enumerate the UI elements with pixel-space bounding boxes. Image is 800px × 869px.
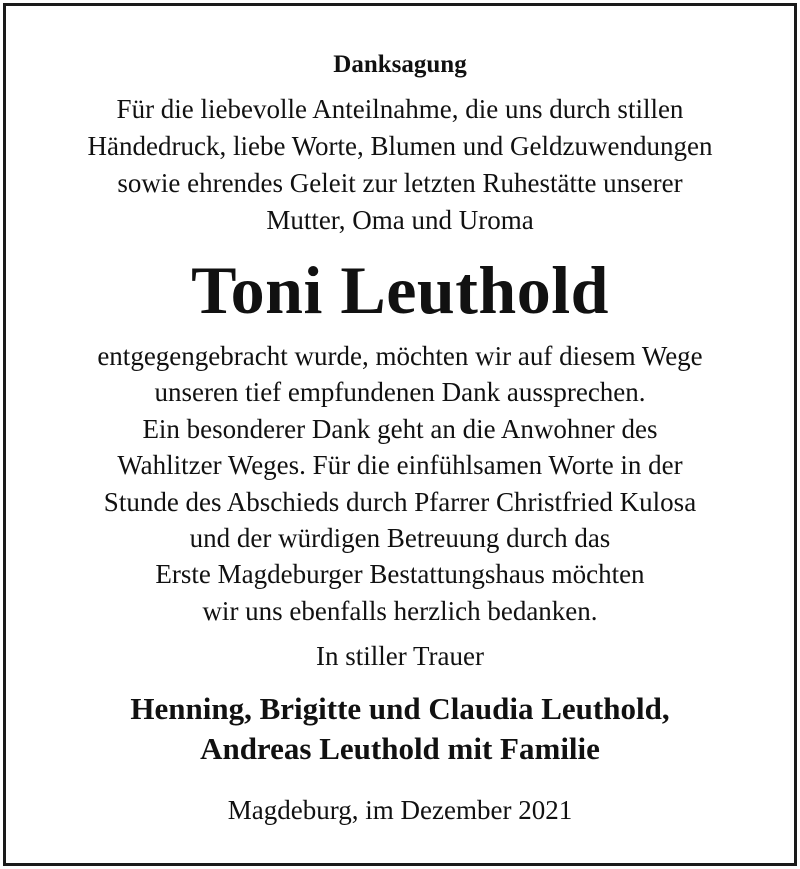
intro-line: Für die liebevolle Anteilnahme, die uns durch stillen: [116, 94, 684, 124]
intro-text: [6, 91, 794, 239]
body-line: unseren tief empfundenen Dank aussprechen.: [154, 377, 646, 408]
body-line: Stunde des Abschieds durch Pfarrer Christfried Kulosa: [103, 486, 697, 517]
family-line: Andreas Leuthold mit Familie: [200, 731, 600, 766]
body-line: Erste Magdeburger Bestattungshaus möchten: [155, 559, 645, 590]
place-date: Magdeburg, im Dezember 2021: [227, 795, 573, 825]
deceased-name: Toni Leuthold: [191, 252, 609, 328]
notice-frame: [3, 3, 797, 866]
body-line: wir uns ebenfalls herzlich bedanken.: [202, 595, 598, 626]
body-line: entgegengebracht wurde, möchten wir auf diesem Wege: [97, 341, 703, 371]
notice-heading: Danksagung: [333, 51, 467, 78]
family-line: Henning, Brigitte und Claudia Leuthold,: [130, 691, 670, 726]
body-line: und der würdigen Betreuung durch das: [189, 523, 611, 554]
body-line: Ein besonderer Dank geht an die Anwohner des: [142, 413, 658, 444]
body-line: Wahlitzer Weges. Für die einfühlsamen Worte in der: [117, 450, 683, 481]
intro-line: sowie ehrendes Geleit zur letzten Ruhestätte unserer: [117, 168, 683, 198]
thanks-text: [6, 338, 794, 629]
intro-line: Händedruck, liebe Worte, Blumen und Geldzuwendungen: [87, 131, 713, 161]
family-names: [6, 689, 794, 769]
notice-content: [6, 6, 794, 863]
mourning-line: In stiller Trauer: [316, 641, 484, 671]
intro-line: Mutter, Oma und Uroma: [266, 205, 534, 235]
